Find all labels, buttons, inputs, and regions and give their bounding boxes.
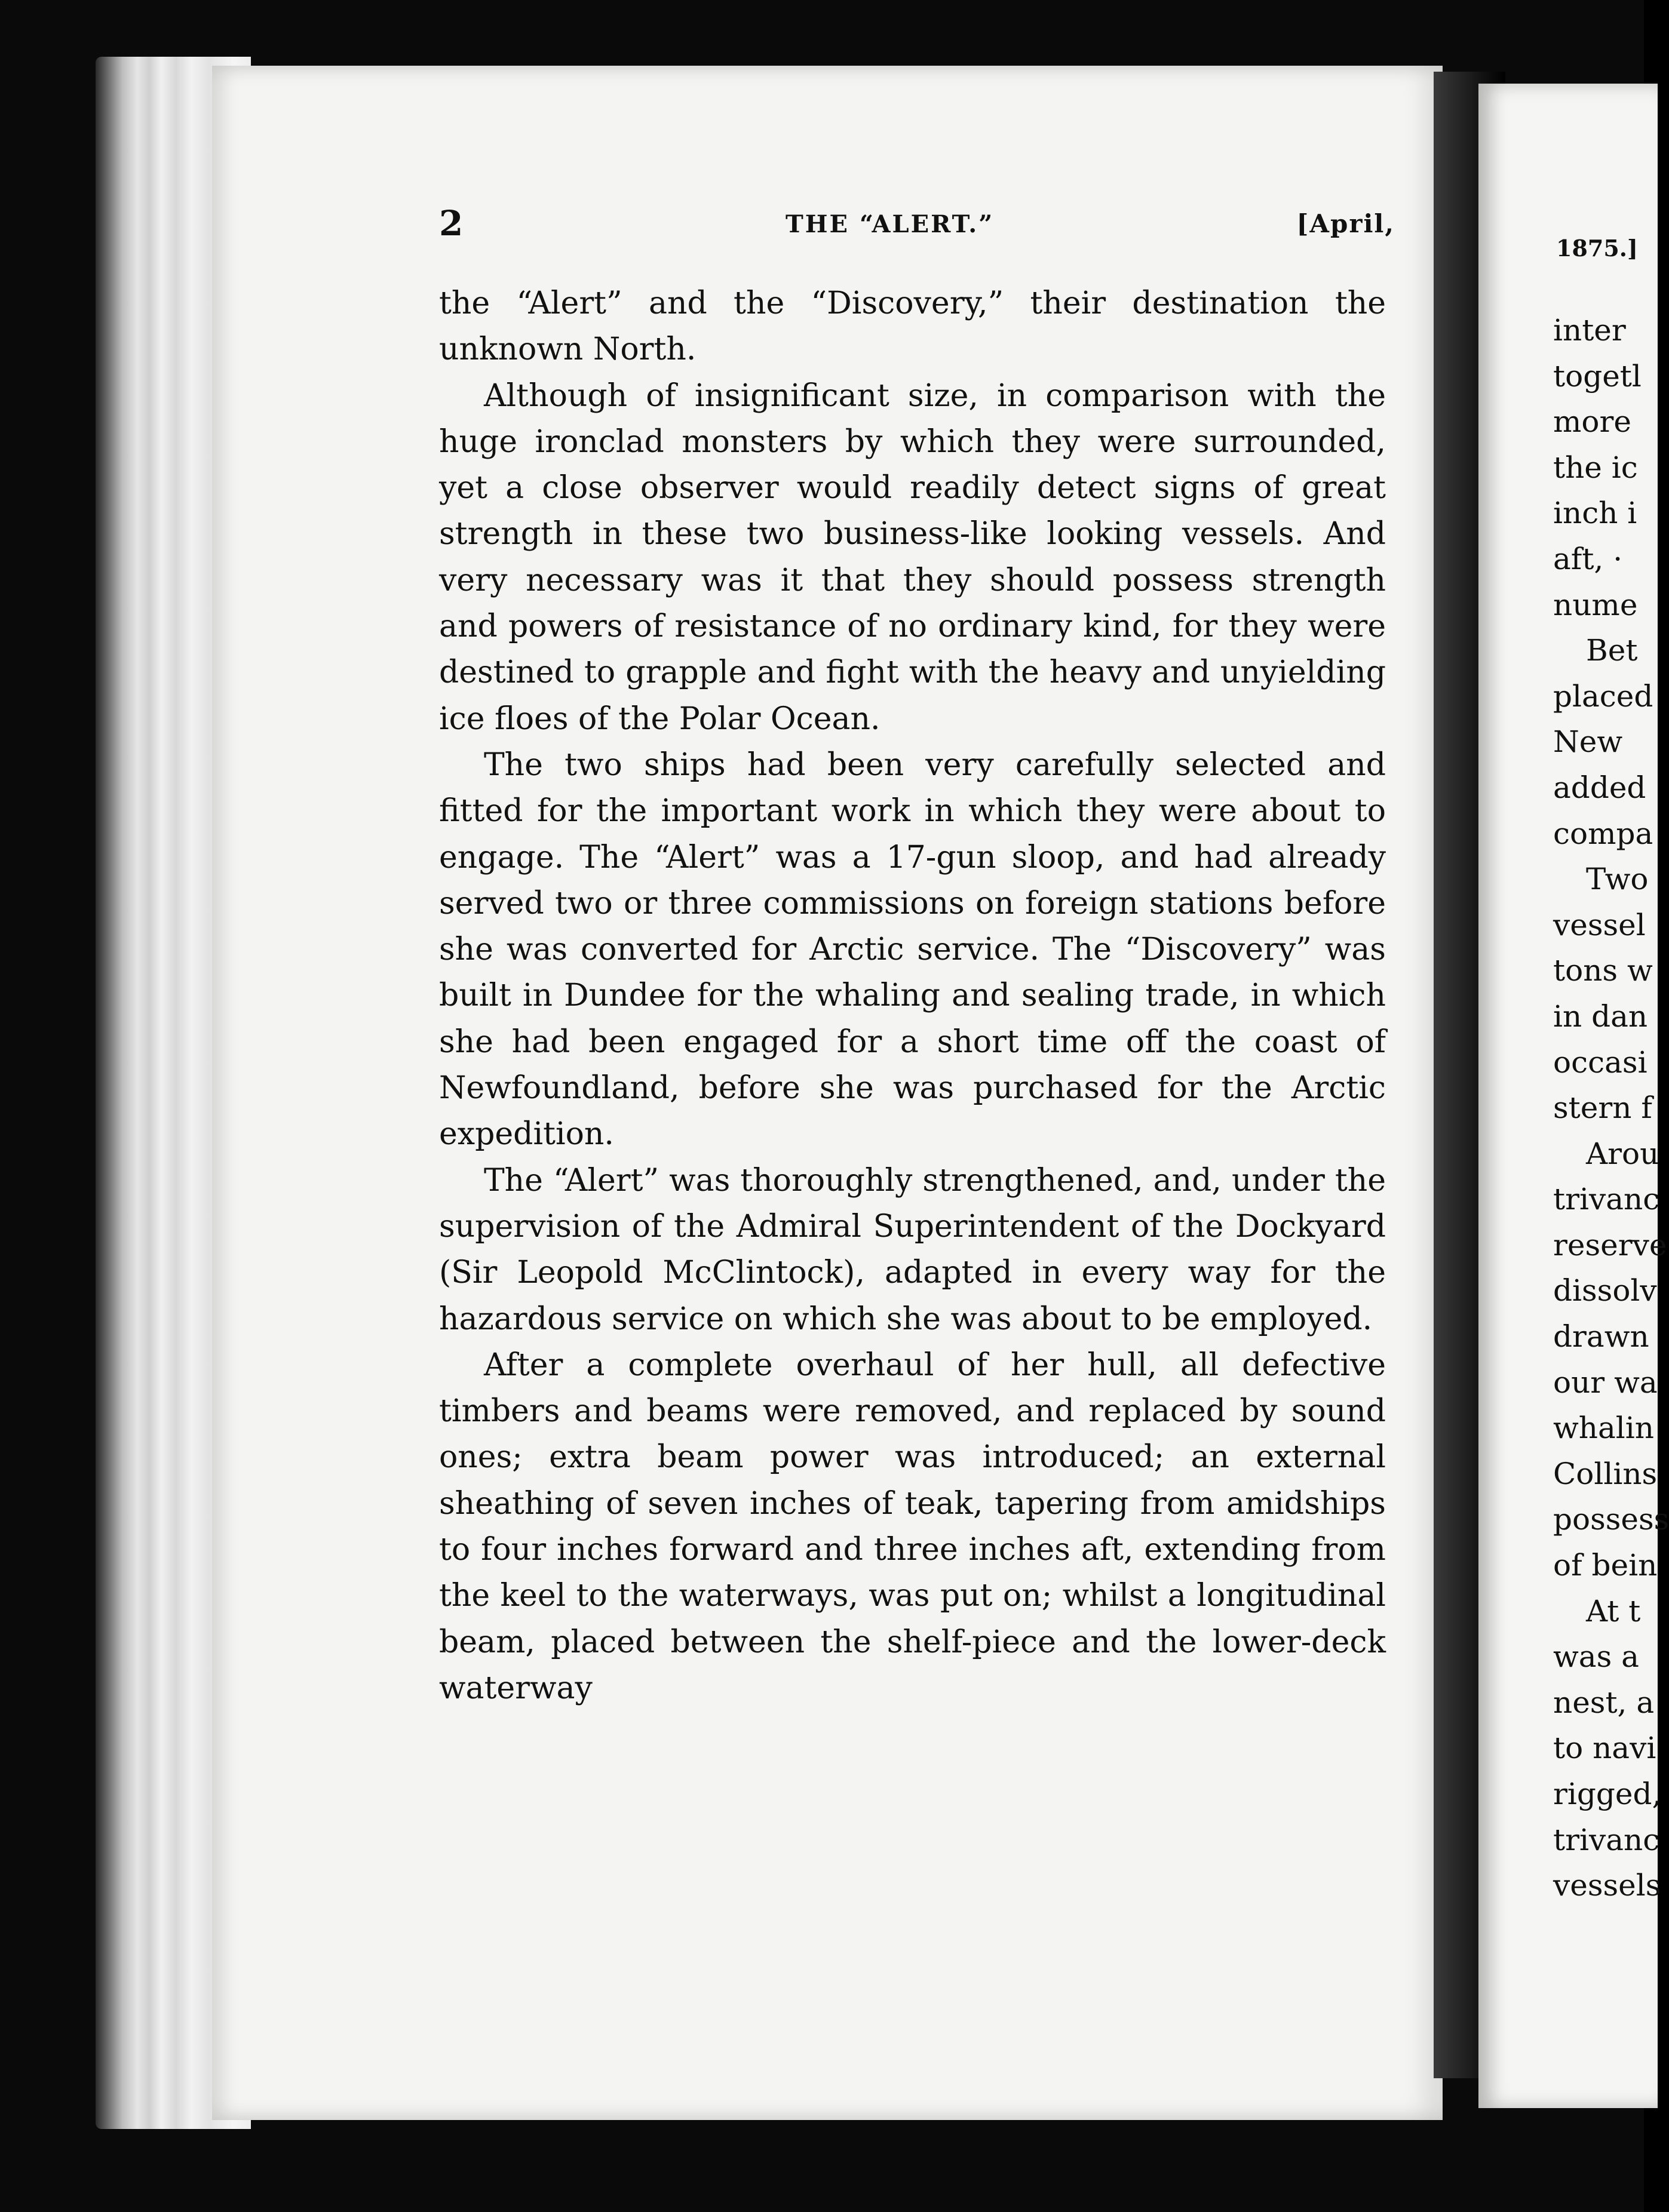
body-text: [439, 281, 1386, 1712]
paragraph: Although of insignificant size, in comparison with the huge ironclad monsters by which they were surrounded, yet a close observer would readily detect signs of great strength in these two business-like looking vessels. And very necessary was it that they should possess strength and powers of resistance of no ordinary kind, for they were destined to grapple and fight with the heavy and unyielding ice floes of the Polar Ocean.: [439, 377, 1386, 737]
facing-line: placed: [1553, 678, 1653, 714]
facing-line: more: [1553, 404, 1632, 440]
facing-line: whalin: [1553, 1411, 1654, 1446]
facing-line: our wa: [1553, 1365, 1658, 1400]
paragraph: After a complete overhaul of her hull, all defective timbers and beams were removed, and replaced by sound ones; extra beam power was introduced; an external sheathing of seven inches of teak, tapering from amidships to four inches forward and three inches aft, extending from the keel to the waterways, was put on; whilst a longitudinal beam, placed between the shelf-piece and the lower-deck waterway: [439, 1347, 1386, 1706]
facing-line: trivanc: [1553, 1822, 1660, 1857]
running-head: [439, 203, 1395, 251]
facing-line: vessels: [1553, 1868, 1661, 1903]
facing-line: Two: [1586, 862, 1649, 897]
facing-line: At t: [1586, 1593, 1641, 1629]
facing-line: of bein: [1553, 1548, 1658, 1583]
facing-line: vessel: [1553, 907, 1646, 942]
page-number: 2: [439, 203, 464, 244]
facing-line: inter: [1553, 313, 1626, 348]
running-month: [April,: [1296, 209, 1395, 238]
paragraph: The “Alert” was thoroughly strengthened, and, under the supervision of the Admiral Superintendent of the Dockyard (Sir Leopold McClintock), adapted in every way for the hazardous service on which she was about to be employed.: [439, 1162, 1386, 1337]
facing-line: stern f: [1553, 1090, 1652, 1126]
facing-line: rigged,: [1553, 1777, 1662, 1811]
paragraph: The two ships had been very carefully selected and fitted for the important work in which they were about to engage. The “Alert” was a 17-gun sloop, and had already served two or three commissions on foreign stations before she was converted for Arctic service. The “Discovery” was built in Dundee for the whaling and sealing trade, in which she had been engaged for a short time off the coast of Newfoundland, before she was purchased for the Arctic expedition.: [439, 746, 1386, 1153]
facing-line: reserve: [1553, 1227, 1667, 1262]
facing-line: was a: [1553, 1639, 1639, 1675]
paragraph: the “Alert” and the “Discovery,” their destination the unknown North.: [439, 285, 1386, 368]
facing-line: in dan: [1553, 999, 1648, 1034]
facing-line: trivanc: [1553, 1182, 1660, 1217]
facing-line: nest, a: [1553, 1685, 1655, 1720]
facing-line: nume: [1553, 587, 1638, 622]
facing-line: occasi: [1553, 1044, 1647, 1080]
running-title: THE “ALERT.”: [786, 210, 995, 238]
facing-line: aft, ·: [1553, 541, 1623, 576]
facing-line: Collins: [1553, 1456, 1658, 1491]
facing-line: tons w: [1553, 953, 1653, 988]
facing-line: drawn: [1553, 1319, 1649, 1354]
facing-line: inch i: [1553, 496, 1637, 531]
facing-line: possess: [1553, 1502, 1669, 1537]
facing-line: added: [1553, 770, 1646, 805]
facing-line: New: [1553, 724, 1623, 760]
facing-line: togetl: [1553, 358, 1642, 394]
facing-line: compa: [1553, 816, 1653, 851]
facing-line: to navi: [1553, 1731, 1656, 1766]
facing-page-head: 1875.]: [1556, 235, 1638, 262]
facing-page-lines: [1553, 308, 1669, 1909]
facing-line: Arou: [1586, 1136, 1659, 1171]
facing-line: the ic: [1553, 450, 1638, 485]
facing-line: Bet: [1586, 633, 1638, 668]
facing-line: dissolv: [1553, 1273, 1657, 1308]
